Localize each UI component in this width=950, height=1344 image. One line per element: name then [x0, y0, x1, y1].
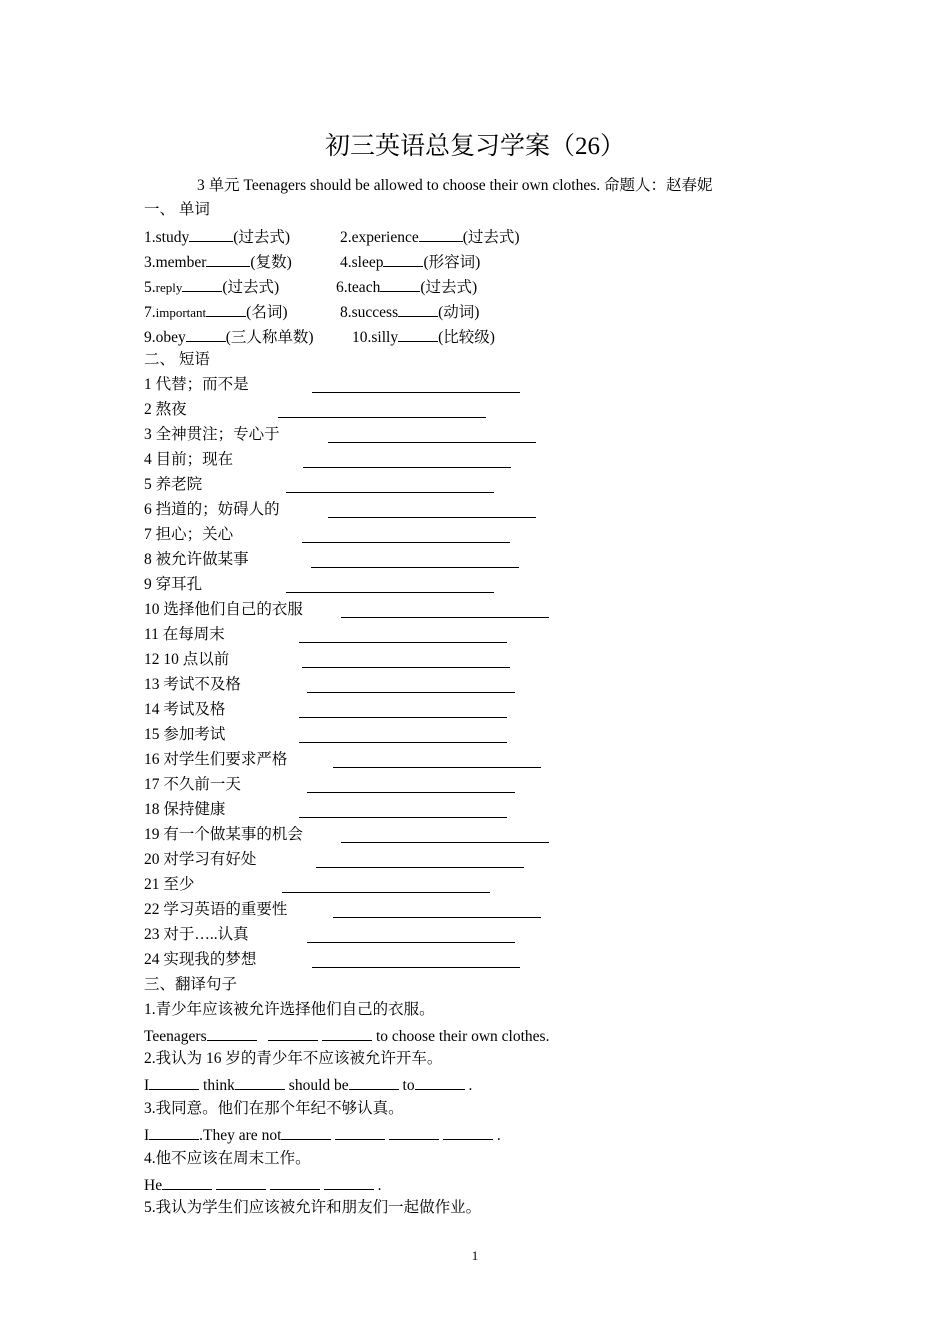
question-1: 1.青少年应该被允许选择他们自己的衣服。: [144, 1001, 435, 1018]
phrase-item: 22 学习英语的重要性: [144, 899, 287, 921]
page-title: 初三英语总复习学案（26）: [324, 133, 625, 160]
phrase-item: 18 保持健康: [144, 799, 225, 821]
answer-4: He .: [144, 1173, 381, 1195]
page-number: 1: [471, 1248, 479, 1263]
phrase-item: 19 有一个做某事的机会: [144, 824, 303, 846]
phrase-item: 5 养老院: [144, 474, 202, 496]
answer-1: Teenagers to choose their own clothes.: [144, 1024, 549, 1046]
phrase-item: 21 至少: [144, 874, 194, 896]
section2-heading: 二、 短语: [144, 351, 210, 368]
question-2: 2.我认为 16 岁的青少年不应该被允许开车。: [144, 1050, 443, 1067]
phrase-item: 7 担心；关心: [144, 524, 233, 546]
phrase-item: 24 实现我的梦想: [144, 949, 256, 971]
section1-heading: 一、 单词: [144, 201, 210, 218]
phrase-item: 15 参加考试: [144, 724, 225, 746]
phrase-item: 8 被允许做某事: [144, 549, 249, 571]
phrase-item: 6 挡道的；妨碍人的: [144, 499, 280, 521]
phrase-item: 1 代替；而不是: [144, 374, 249, 396]
phrase-item: 14 考试及格: [144, 699, 225, 721]
page-subtitle: 3 单元 Teenagers should be allowed to choose their own clothes. 命题人：赵春妮: [197, 177, 713, 194]
answer-2: I think should be to .: [144, 1073, 472, 1095]
phrase-item: 16 对学生们要求严格: [144, 749, 287, 771]
document-page: 初三英语总复习学案（26） 3 单元 Teenagers should be allowed to choose their own clothes. 命题人：赵春妮 一、 单词 1.study (过去式) 2.experience (过去式) 3.member (复数) 4.sleep (形容词) 5.reply (过去式) 6.teach (过去式) 7.important (名词) 8.success (动词) 9.obey (三人称单数) 10.silly (比较级) 二、 短语 1 代替；而不是 2 熬夜 3 全神贯注；专心于 4 目前；现在 5 养老院 6 挡道的；妨碍人的 7 担心；关心 8 被允许做某事 9 穿耳孔 10 选择他们自己的衣服 11 在每周末 12 10 点以前 13 考试不及格 14 考试及格 15 参加考试 16 对学生们要求严格 17 不久前一天 18 保持健康 19 有一个做某事的机会 20 对学习有好处 21 至少 22 学习英语的重要性 23 对于…..认真 24 实现我的梦想 三、翻译句子 1.青少年应该被允许选择他们自己的衣服。 Teenagers to choose their own clothes. 2.我认为 16 岁的青少年不应该被允许开车。 I think should be to . 3.我同意。他们在那个年纪不够认真。 I .They are not . 4.他不应该在周末工作。 He . 5.我认为学生们应该被允许和朋友们一起做作业。 1: [0, 0, 950, 1344]
phrase-item: 13 考试不及格: [144, 674, 241, 696]
phrase-item: 3 全神贯注；专心于: [144, 424, 280, 446]
phrase-item: 20 对学习有好处: [144, 849, 256, 871]
question-5: 5.我认为学生们应该被允许和朋友们一起做作业。: [144, 1199, 482, 1216]
phrase-item: 9 穿耳孔: [144, 574, 202, 596]
phrase-item: 17 不久前一天: [144, 774, 241, 796]
phrase-item: 23 对于…..认真: [144, 924, 249, 946]
question-3: 3.我同意。他们在那个年纪不够认真。: [144, 1100, 404, 1117]
phrase-item: 12 10 点以前: [144, 649, 229, 671]
phrase-item: 11 在每周末: [144, 624, 225, 646]
question-4: 4.他不应该在周末工作。: [144, 1150, 311, 1167]
phrase-item: 4 目前；现在: [144, 449, 233, 471]
answer-3: I .They are not .: [144, 1123, 501, 1145]
phrase-item: 10 选择他们自己的衣服: [144, 599, 303, 621]
phrase-item: 2 熬夜: [144, 399, 187, 421]
section3-heading: 三、翻译句子: [144, 976, 238, 993]
